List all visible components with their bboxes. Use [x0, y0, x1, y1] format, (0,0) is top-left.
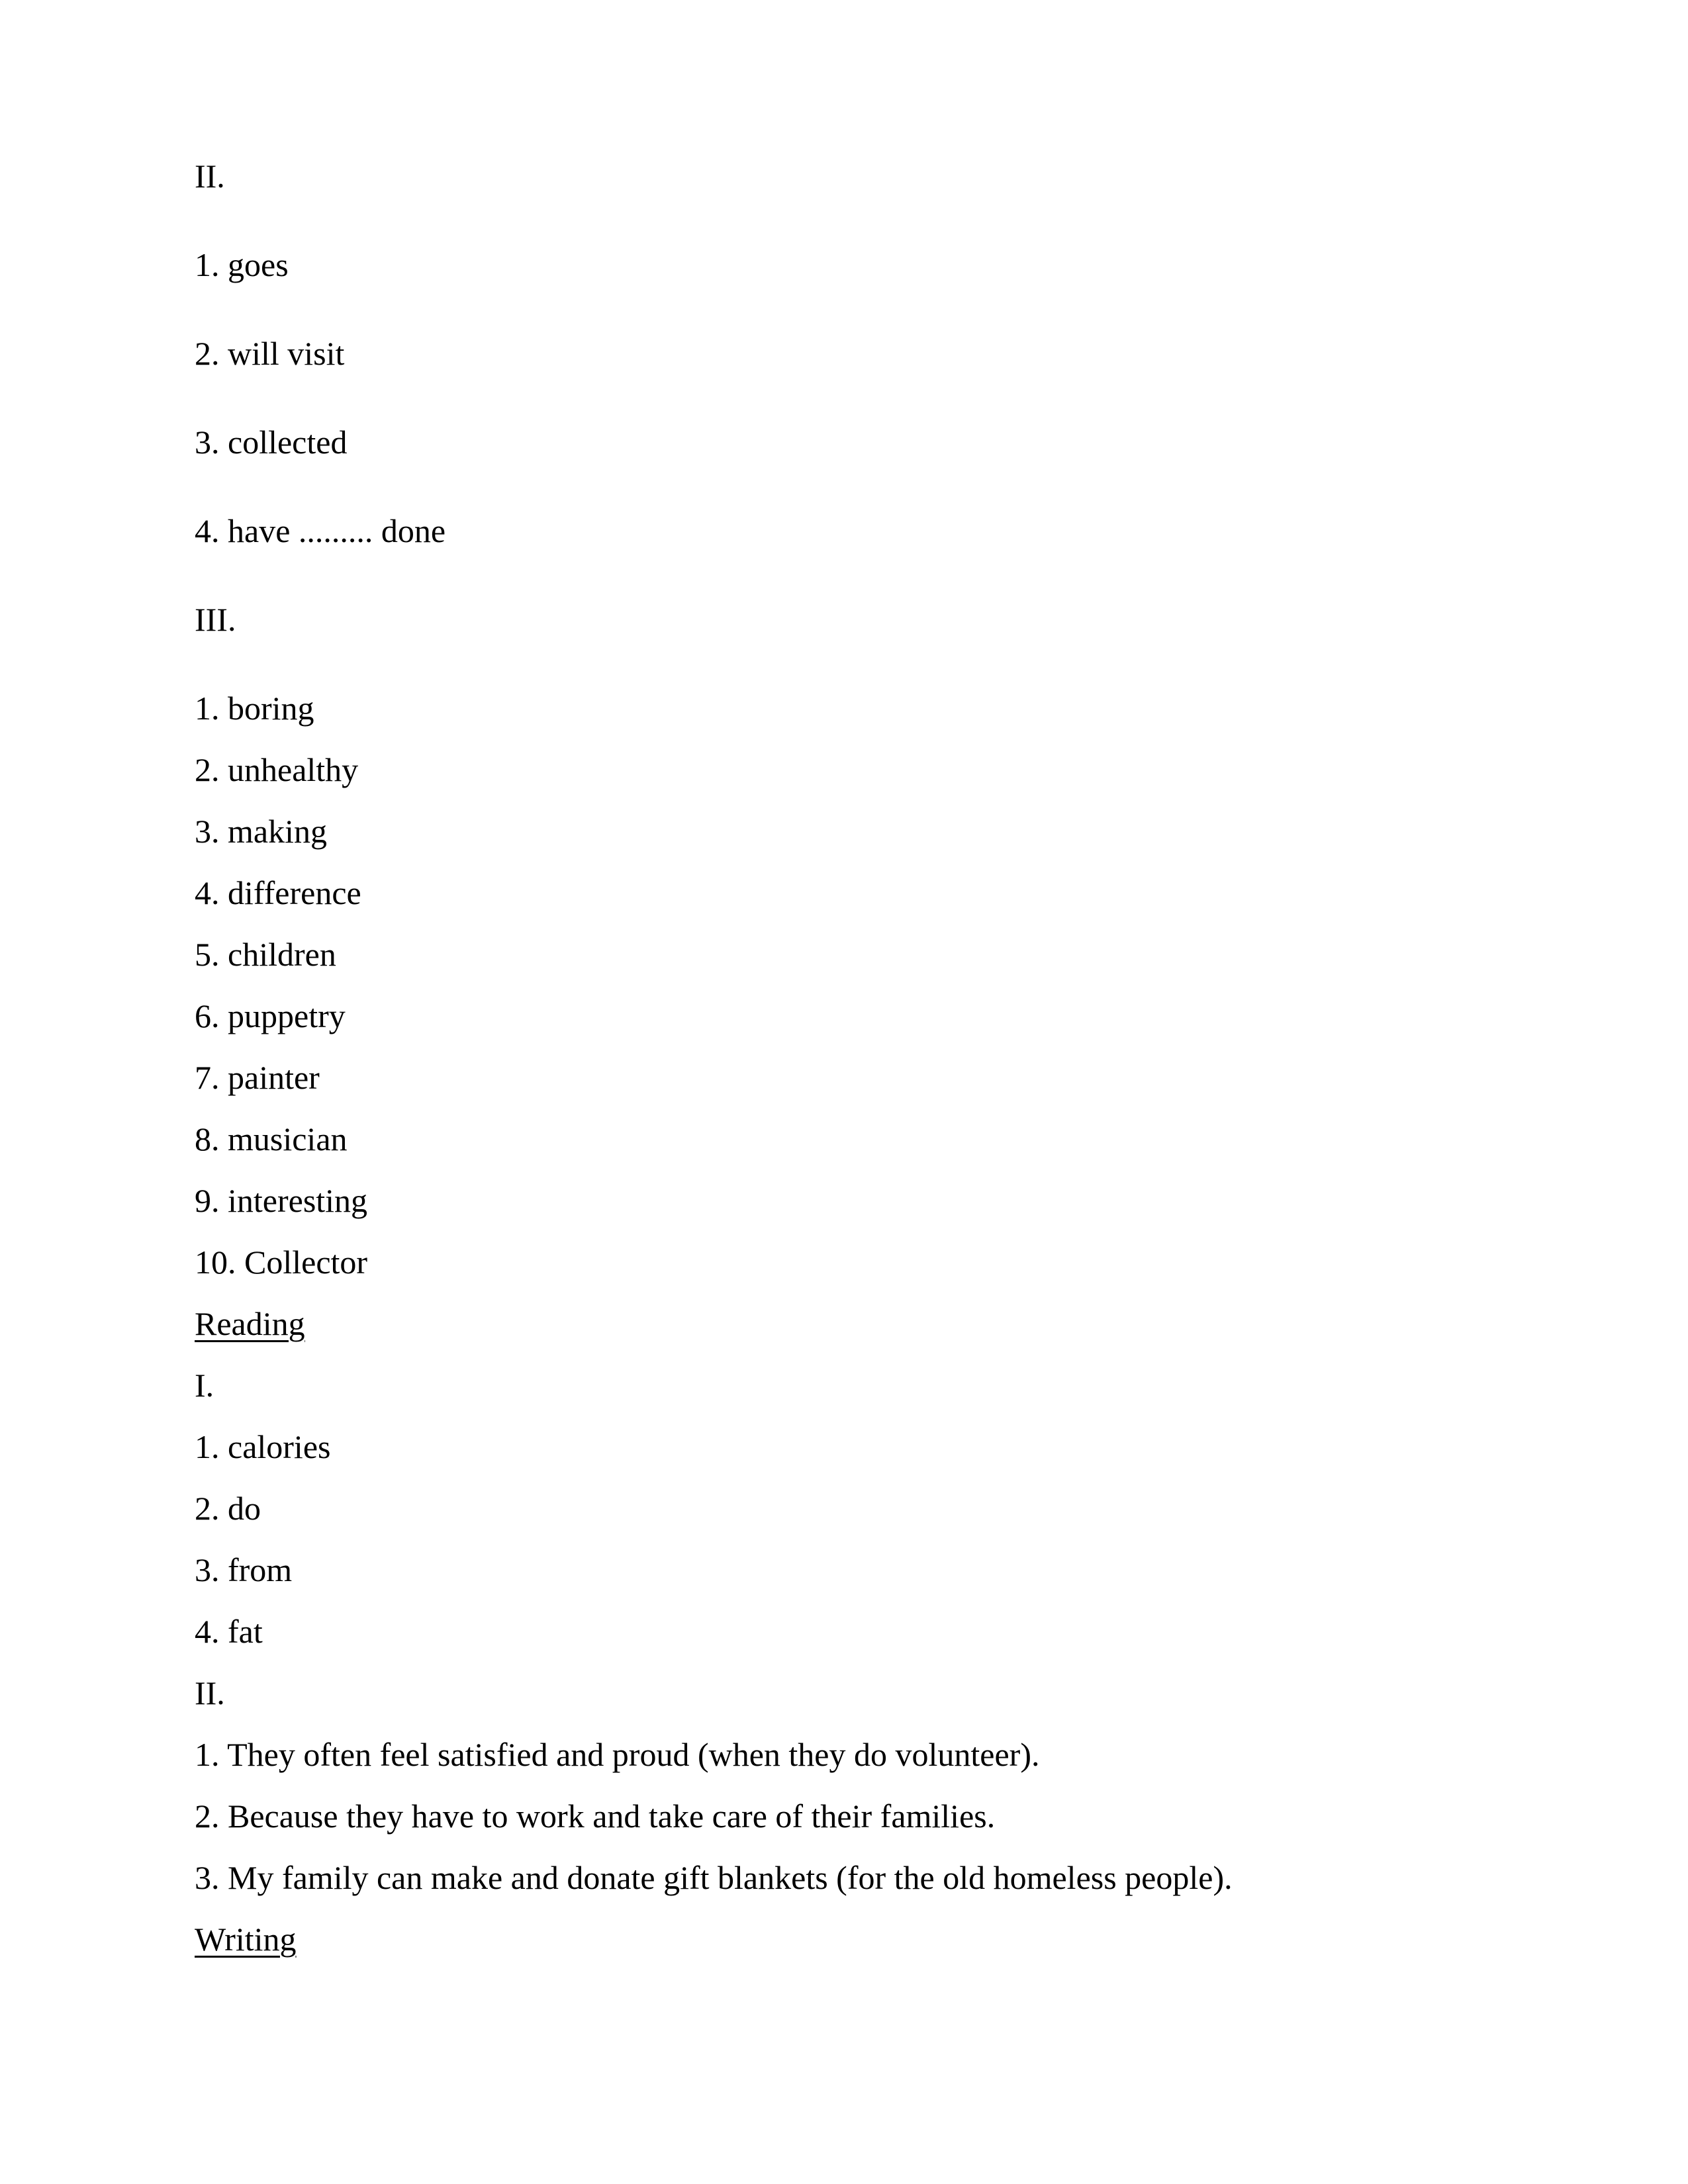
list-item: 1. boring — [195, 690, 314, 727]
list-item: 1. They often feel satisfied and proud (when they do volunteer). — [195, 1736, 1040, 1773]
list-item: 3. collected — [195, 424, 348, 461]
list-item: 3. My family can make and donate gift blankets (for the old homeless people). — [195, 1859, 1233, 1896]
writing-title: Writing — [195, 1921, 297, 1958]
list-item: 10. Collector — [195, 1244, 368, 1281]
list-item: 1. calories — [195, 1428, 331, 1465]
section-heading-iii: III. — [195, 601, 236, 638]
list-item: 7. painter — [195, 1059, 320, 1096]
list-item: 2. Because they have to work and take care of their families. — [195, 1797, 996, 1835]
list-item: 4. fat — [195, 1613, 263, 1650]
list-item: 2. will visit — [195, 335, 345, 372]
list-item: 9. interesting — [195, 1182, 368, 1219]
list-item: 2. unhealthy — [195, 751, 359, 788]
reading-heading-ii: II. — [195, 1674, 225, 1711]
section-heading-ii: II. — [195, 158, 225, 195]
list-item: 6. puppetry — [195, 997, 346, 1034]
list-item: 5. children — [195, 936, 336, 973]
reading-title: Reading — [195, 1305, 305, 1342]
list-item: 3. from — [195, 1551, 293, 1588]
list-item: 4. have ......... done — [195, 512, 446, 549]
reading-heading-i: I. — [195, 1367, 214, 1404]
list-item: 8. musician — [195, 1120, 348, 1158]
list-item: 4. difference — [195, 874, 361, 911]
list-item: 2. do — [195, 1490, 261, 1527]
list-item: 1. goes — [195, 246, 289, 283]
list-item: 3. making — [195, 813, 327, 850]
